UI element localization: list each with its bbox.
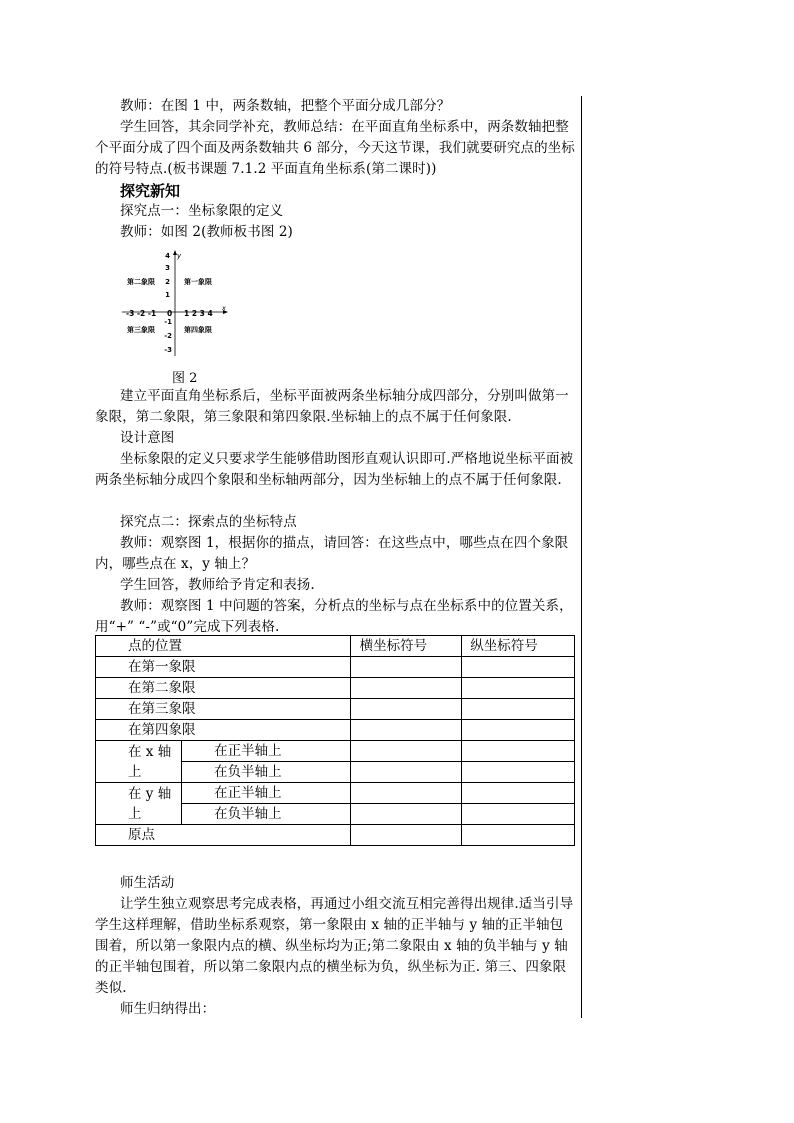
table-cell: 在第三象限 — [96, 699, 351, 720]
table-cell: 在正半轴上 — [182, 783, 351, 804]
paragraph-4: 教师：如图 2(教师板书图 2) — [120, 224, 293, 240]
table-header-cell: 纵坐标符号 — [462, 636, 575, 657]
paragraph-13: 让学生独立观察思考完成表格，再通过小组交流互相完善得出规律.适当引导学生这样理解，借助坐标系观察，第一象限由 x 轴的正半轴与 y 轴的正半轴包围着，所以第一象限内点的横、纵坐标均为正;第二象限由 x 轴的负半轴与 y 轴的正半轴包围着，所以第二象限内点的横坐标为负，纵坐标为正. 第三、四象限类似. — [95, 896, 574, 996]
paragraph-6: 设计意图 — [120, 430, 175, 446]
y-tick-1: 1 — [165, 291, 170, 299]
paragraph-3: 探究点一：坐标象限的定义 — [120, 203, 284, 219]
table-cell: 在第一象限 — [96, 657, 351, 678]
paragraph-10: 学生回答，教师给予肯定和表扬. — [120, 577, 315, 593]
table-row — [96, 678, 575, 699]
paragraph-1: 教师：在图 1 中，两条数轴，把整个平面分成几部分？ — [120, 98, 451, 114]
table-cell: 在负半轴上 — [182, 762, 351, 783]
table-cell: 在正半轴上 — [182, 741, 351, 762]
paragraph-12: 师生活动 — [120, 875, 175, 891]
table-cell: 在第二象限 — [96, 678, 351, 699]
table-cell-empty[interactable] — [462, 678, 575, 699]
table-cell-empty[interactable] — [462, 804, 575, 825]
table-cell-y-axis: 在 y 轴上 — [96, 783, 182, 825]
table-row — [96, 657, 575, 678]
table-cell: 在负半轴上 — [182, 804, 351, 825]
table-row — [96, 699, 575, 720]
table-cell-empty[interactable] — [350, 762, 462, 783]
table-header-cell: 点的位置 — [96, 636, 351, 657]
table-row — [96, 825, 575, 846]
x-ticks-negative: -3 -2 -1 — [126, 309, 157, 318]
x-ticks-positive: 1 2 3 4 — [184, 309, 213, 318]
table-cell-x-axis: 在 x 轴上 — [96, 741, 182, 783]
table-cell-empty[interactable] — [462, 657, 575, 678]
paragraph-7: 坐标象限的定义只要求学生能够借助图形直观认识即可.严格地说坐标平面被两条坐标轴分成四个象限和坐标轴两部分，因为坐标轴上的点不属于任何象限. — [95, 451, 574, 488]
paragraph-11: 教师：观察图 1 中问题的答案，分析点的坐标与点在坐标系中的位置关系，用“+” “-”或“0”完成下列表格. — [95, 598, 573, 635]
paragraph-14: 师生归纳得出： — [120, 1001, 216, 1017]
table-cell-empty[interactable] — [462, 762, 575, 783]
y-tick-neg3: -3 — [164, 346, 172, 354]
table-cell-empty[interactable] — [462, 720, 575, 741]
quadrant-4-label: 第四象限 — [184, 326, 212, 334]
coordinate-plane — [120, 248, 230, 360]
paragraph-5: 建立平面直角坐标系后，坐标平面被两条坐标轴分成四部分，分别叫做第一象限，第二象限，第三象限和第四象限.坐标轴上的点不属于任何象限. — [95, 388, 569, 425]
table-row — [96, 720, 575, 741]
table-cell: 在第四象限 — [96, 720, 351, 741]
y-axis-label: y — [177, 252, 182, 260]
section-heading: 探究新知 — [120, 182, 181, 200]
table-cell-empty[interactable] — [462, 825, 575, 846]
sign-table — [95, 635, 575, 846]
coordinate-figure — [120, 248, 230, 360]
y-tick-4: 4 — [165, 252, 170, 260]
table-cell-empty[interactable] — [350, 720, 462, 741]
quadrant-1-label: 第一象限 — [184, 278, 212, 286]
table-cell-empty[interactable] — [350, 678, 462, 699]
table-row — [96, 783, 575, 804]
table-cell-empty[interactable] — [350, 804, 462, 825]
table-cell-empty[interactable] — [350, 699, 462, 720]
quadrant-3-label: 第三象限 — [127, 326, 155, 334]
y-tick-neg1: -1 — [164, 318, 172, 326]
table-cell-empty[interactable] — [350, 825, 462, 846]
y-tick-neg2: -2 — [164, 332, 172, 340]
table-cell-empty[interactable] — [350, 741, 462, 762]
table-header-row — [96, 636, 575, 657]
table-header-cell: 横坐标符号 — [350, 636, 462, 657]
table-cell-empty[interactable] — [350, 657, 462, 678]
figure-caption: 图 2 — [172, 371, 198, 386]
table-cell-empty[interactable] — [462, 699, 575, 720]
x-axis-label: x — [222, 304, 226, 312]
page-border-line — [581, 96, 582, 1018]
x-origin: 0 — [167, 309, 173, 318]
table-row — [96, 741, 575, 762]
paragraph-2: 学生回答，其余同学补充，教师总结：在平面直角坐标系中，两条数轴把整个平面分成了四个面及两条数轴共 6 部分，今天这节课，我们就要研究点的坐标的符号特点.(板书课题 7.1.2 平面直角坐标系(第二课时)) — [95, 119, 575, 177]
quadrant-2-label: 第二象限 — [127, 278, 155, 286]
table-cell-empty[interactable] — [462, 741, 575, 762]
y-tick-2: 2 — [165, 278, 170, 286]
paragraph-8: 探究点二：探索点的坐标特点 — [120, 514, 297, 530]
table-cell: 原点 — [96, 825, 351, 846]
table-cell-empty[interactable] — [350, 783, 462, 804]
table-cell-empty[interactable] — [462, 783, 575, 804]
y-tick-3: 3 — [165, 264, 170, 272]
paragraph-9: 教师：观察图 1，根据你的描点，请回答：在这些点中，哪些点在四个象限内，哪些点在 x，y 轴上？ — [95, 535, 569, 572]
